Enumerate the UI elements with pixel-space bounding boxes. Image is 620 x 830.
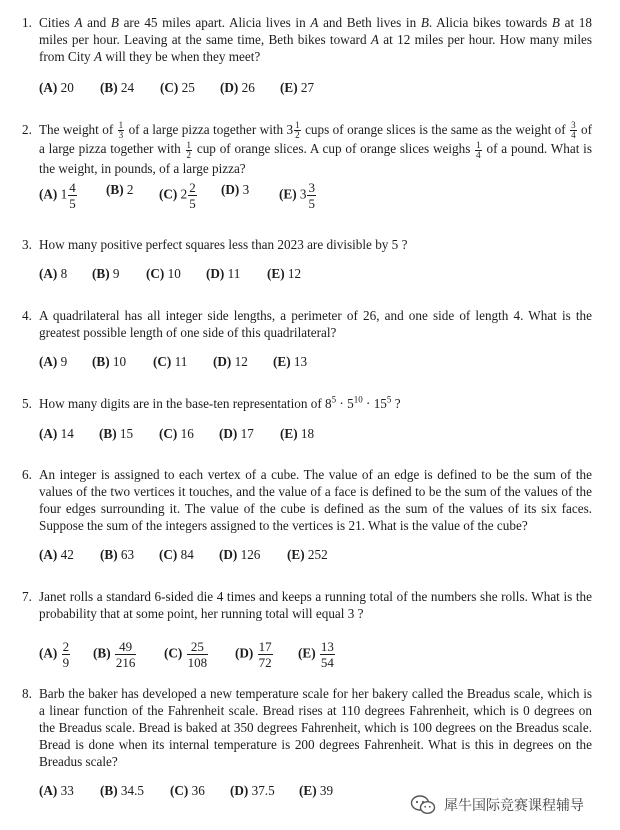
text-run: 16 — [180, 426, 194, 441]
choice-letter: (D) — [230, 783, 249, 798]
choice-letter: (C) — [153, 354, 172, 369]
problem-8 — [22, 685, 592, 798]
problem-7 — [22, 588, 592, 670]
text-run: 36 — [191, 783, 205, 798]
text-run: and Beth lives in — [318, 15, 421, 30]
text-run: 37.5 — [251, 783, 275, 798]
choice-letter: (B) — [93, 645, 111, 661]
answer-choice — [170, 782, 205, 799]
fraction-numerator: 17 — [258, 639, 272, 654]
problem-3 — [22, 236, 592, 281]
text-run: Barb the baker has developed a new temperature scale for her bakery called the Breadus scale, which is a linear function of the Fahrenheit scale. Bread rises at 110 degrees Fahrenheit, which is 0 degrees on the Breadus scale. Bread is baked at 350 degrees Fahrenheit, which is 100 degrees on the Breadus scale. Bread is done when its internal temperature is 200 degrees Fahrenheit. What is this in degrees on the Breadus scale? — [39, 686, 592, 769]
text-run: 15 — [119, 426, 134, 441]
answer-choice — [206, 265, 240, 282]
choice-letter: (E) — [298, 645, 316, 661]
text-run: 3 — [242, 182, 250, 197]
answer-choice — [39, 546, 74, 563]
fraction-numerator: 3 — [308, 180, 315, 195]
text-run: of a pound. What is the weight, in pounds, of a large pizza? — [39, 141, 592, 176]
text-run: cups of orange slices is the same as the weight of — [301, 122, 570, 137]
answer-choice — [93, 640, 137, 669]
math-variable: B — [551, 15, 560, 30]
choice-letter: (C) — [164, 645, 183, 661]
answer-choice — [39, 640, 71, 669]
fraction — [188, 181, 197, 210]
fraction-numerator: 13 — [320, 639, 334, 654]
watermark — [410, 792, 584, 818]
answer-choice — [279, 181, 317, 210]
text-run: 9 — [60, 354, 68, 369]
text-run: 9 — [112, 266, 120, 281]
choice-letter: (D) — [219, 426, 238, 441]
answer-choice — [39, 181, 78, 210]
text-run: 10 — [167, 266, 181, 281]
text-run: are 45 miles apart. Alicia lives in — [118, 15, 311, 30]
fraction-denominator: 5 — [308, 196, 315, 211]
problem-4 — [22, 307, 592, 369]
fraction-numerator: 1 — [186, 139, 192, 150]
choice-letter: (B) — [100, 547, 118, 562]
choice-letter: (D) — [206, 266, 225, 281]
answer-choice — [100, 79, 134, 96]
choice-letter: (D) — [213, 354, 232, 369]
problem-6 — [22, 466, 592, 562]
text-run: · 15 — [362, 396, 387, 411]
choice-letter: (A) — [39, 186, 58, 202]
answer-choice — [100, 546, 134, 563]
text-run: 12 — [234, 354, 248, 369]
fraction-denominator: 54 — [320, 655, 334, 670]
text-run: 10 — [112, 354, 127, 369]
choice-letter: (E) — [287, 547, 305, 562]
text-run: at 12 miles per hour. How many miles from City — [39, 32, 592, 64]
answer-choice — [39, 265, 67, 282]
fraction-denominator: 216 — [115, 655, 136, 670]
fraction — [320, 640, 335, 669]
problem-number: 8. — [22, 686, 32, 701]
math-variable: A — [310, 15, 319, 30]
choice-letter: (A) — [39, 645, 58, 661]
math-variable: A — [74, 15, 83, 30]
answer-choice — [106, 181, 133, 198]
exponent: 10 — [353, 394, 363, 405]
answer-choice — [213, 353, 248, 370]
choice-letter: (D) — [235, 645, 254, 661]
problem-number: 4. — [22, 308, 32, 323]
problem-number: 1. — [22, 15, 32, 30]
problem-5 — [22, 394, 592, 441]
problem-text — [39, 14, 592, 65]
answer-choice — [153, 353, 187, 370]
text-run: 11 — [174, 354, 188, 369]
answer-choice — [159, 181, 198, 210]
problem-number: 5. — [22, 396, 32, 411]
text-run: 26 — [241, 80, 255, 95]
fraction-denominator: 9 — [62, 655, 70, 670]
answer-choice — [92, 265, 119, 282]
choice-letter: (C) — [159, 426, 178, 441]
choice-letter: (D) — [220, 80, 239, 95]
text-run: ? — [391, 396, 401, 411]
fraction-denominator: 2 — [295, 130, 300, 141]
fraction — [307, 181, 316, 210]
problem-number: 3. — [22, 237, 32, 252]
choice-letter: (C) — [170, 783, 189, 798]
choice-letter: (A) — [39, 266, 58, 281]
text-run: 252 — [307, 547, 328, 562]
text-run: 126 — [240, 547, 261, 562]
fraction — [294, 121, 301, 140]
text-run: How many positive perfect squares less than 2023 are divisible by 5 ? — [39, 237, 408, 252]
math-variable: A — [370, 32, 379, 47]
text-run: 18 — [300, 426, 315, 441]
text-run: and — [82, 15, 111, 30]
text-run: 13 — [293, 354, 308, 369]
problem-text — [39, 236, 592, 253]
fraction-denominator: 5 — [69, 196, 76, 211]
problem-number: 2. — [22, 122, 32, 137]
text-run: 17 — [240, 426, 254, 441]
answer-choice — [100, 782, 144, 799]
answer-choice — [39, 353, 67, 370]
text-run: of a large pizza together with — [39, 122, 592, 157]
choice-letter: (E) — [279, 186, 297, 202]
text-run: The weight of — [39, 122, 117, 137]
fraction-numerator: 49 — [115, 640, 137, 655]
fraction-numerator: 2 — [62, 639, 70, 654]
choice-letter: (A) — [39, 80, 58, 95]
answer-choice — [267, 265, 301, 282]
math-variable: A — [93, 49, 103, 64]
choice-letter: (D) — [219, 547, 238, 562]
answer-choice — [230, 782, 275, 799]
text-run: 20 — [60, 80, 74, 95]
exponent: 5 — [331, 394, 337, 405]
answer-choice — [273, 353, 307, 370]
answer-choice — [160, 79, 195, 96]
choice-letter: (A) — [39, 547, 58, 562]
math-variable: B — [420, 15, 429, 30]
text-run: 34.5 — [120, 783, 144, 798]
text-run: 2 — [180, 186, 188, 202]
choice-letter: (E) — [280, 80, 298, 95]
answer-choice — [99, 425, 133, 442]
fraction-numerator: 1 — [118, 120, 124, 131]
answer-choice — [298, 640, 336, 669]
choice-letter: (B) — [100, 783, 118, 798]
fraction — [258, 640, 273, 669]
fraction — [186, 141, 193, 160]
choice-letter: (A) — [39, 354, 58, 369]
exponent: 5 — [386, 394, 392, 405]
choice-letter: (B) — [106, 182, 124, 197]
choice-letter: (E) — [280, 426, 298, 441]
text-run: 14 — [60, 426, 74, 441]
answer-choice — [164, 640, 209, 669]
answer-choice — [159, 546, 194, 563]
text-run: 2 — [126, 182, 134, 197]
fraction-denominator: 4 — [571, 130, 576, 141]
fraction-numerator: 1 — [476, 139, 481, 150]
fraction-denominator: 108 — [187, 655, 208, 670]
problem-text — [39, 395, 592, 412]
answer-choice — [39, 425, 74, 442]
problem-text — [39, 685, 592, 770]
answer-choice — [159, 425, 194, 442]
choice-letter: (A) — [39, 426, 58, 441]
text-run: 3 — [299, 186, 307, 202]
fraction-numerator: 25 — [187, 640, 209, 655]
text-run: 24 — [120, 80, 135, 95]
choice-letter: (E) — [267, 266, 285, 281]
fraction — [118, 121, 125, 140]
answer-choice — [39, 79, 74, 96]
text-run: A quadrilateral has all integer side lengths, a perimeter of 26, and one side of length 4. What is the greatest possible length of one side of this quadrilateral? — [39, 308, 592, 340]
choice-letter: (C) — [159, 547, 178, 562]
problem-text — [39, 307, 592, 341]
text-run: at 18 miles per hour. Leaving at the same time, Beth bikes toward — [39, 15, 592, 47]
fraction — [115, 640, 137, 669]
choice-letter: (B) — [99, 426, 117, 441]
fraction — [570, 121, 577, 140]
answer-choice — [92, 353, 126, 370]
wechat-icon — [410, 794, 436, 816]
text-run: 1 — [60, 186, 68, 202]
math-variable: B — [110, 15, 119, 30]
fraction-numerator: 2 — [189, 180, 196, 195]
text-run: cup of orange slices. A cup of orange slices weighs — [193, 141, 475, 157]
text-run: Cities — [39, 15, 75, 30]
text-run: 11 — [227, 266, 241, 281]
text-run: · 5 — [336, 396, 354, 411]
problem-text — [39, 588, 592, 622]
answer-choice — [220, 79, 255, 96]
answer-choice — [39, 782, 74, 799]
problem-text — [39, 466, 592, 534]
text-run: 33 — [60, 783, 74, 798]
fraction-denominator: 5 — [189, 196, 196, 211]
fraction-denominator: 4 — [476, 149, 481, 160]
problem-text — [39, 121, 592, 177]
text-run: 27 — [300, 80, 315, 95]
text-run: 39 — [319, 783, 334, 798]
answer-choice — [280, 425, 314, 442]
fraction — [62, 640, 71, 669]
choice-letter: (C) — [159, 186, 178, 202]
problem-2 — [22, 120, 592, 211]
answer-choice — [221, 181, 249, 198]
choice-letter: (A) — [39, 783, 58, 798]
choice-letter: (C) — [160, 80, 179, 95]
text-run: Janet rolls a standard 6-sided die 4 times and keeps a running total of the numbers she rolls. What is the probability that at some point, her running total will equal 3 ? — [39, 589, 592, 621]
text-run: 63 — [120, 547, 135, 562]
answer-choice — [219, 546, 260, 563]
text-run: . Alicia bikes towards — [428, 15, 552, 30]
text-run: will they be when they meet? — [102, 49, 261, 64]
text-run: 42 — [60, 547, 74, 562]
answer-choice — [235, 640, 274, 669]
fraction-denominator: 3 — [118, 130, 124, 141]
answer-choice — [280, 79, 314, 96]
text-run: 8 — [60, 266, 68, 281]
answer-choice — [299, 782, 333, 799]
choice-letter: (C) — [146, 266, 165, 281]
fraction — [475, 141, 482, 160]
choice-letter: (E) — [273, 354, 291, 369]
choice-letter: (B) — [92, 354, 110, 369]
fraction — [187, 640, 209, 669]
fraction-denominator: 2 — [186, 149, 192, 160]
fraction-numerator: 1 — [295, 120, 300, 131]
problem-number: 7. — [22, 589, 32, 604]
text-run: 12 — [287, 266, 302, 281]
choice-letter: (E) — [299, 783, 317, 798]
answer-choice — [287, 546, 328, 563]
problem-1 — [22, 14, 592, 95]
fraction-denominator: 72 — [258, 655, 272, 670]
text-run: An integer is assigned to each vertex of a cube. The value of an edge is defined to be the sum of the values of the two vertices it touches, and the value of a face is defined to be the sum of the values of the four edges surrounding it. The value of the cube is defined as the sum of the values of its six faces. Suppose the sum of the integers assigned to the vertices is 21. What is the value of the cube? — [39, 467, 592, 533]
problem-number: 6. — [22, 467, 32, 482]
watermark-text: 犀牛国际竞赛课程辅导 — [444, 798, 584, 814]
text-run: of a large pizza together with 3 — [125, 122, 294, 137]
fraction-numerator: 4 — [69, 180, 76, 195]
text-run: How many digits are in the base-ten representation of 8 — [39, 396, 332, 411]
answer-choice — [146, 265, 181, 282]
text-run: 84 — [180, 547, 194, 562]
text-run: 25 — [181, 80, 195, 95]
fraction-numerator: 3 — [571, 120, 576, 131]
choice-letter: (B) — [100, 80, 118, 95]
choice-letter: (D) — [221, 182, 240, 197]
answer-choice — [219, 425, 254, 442]
choice-letter: (B) — [92, 266, 110, 281]
fraction — [68, 181, 77, 210]
